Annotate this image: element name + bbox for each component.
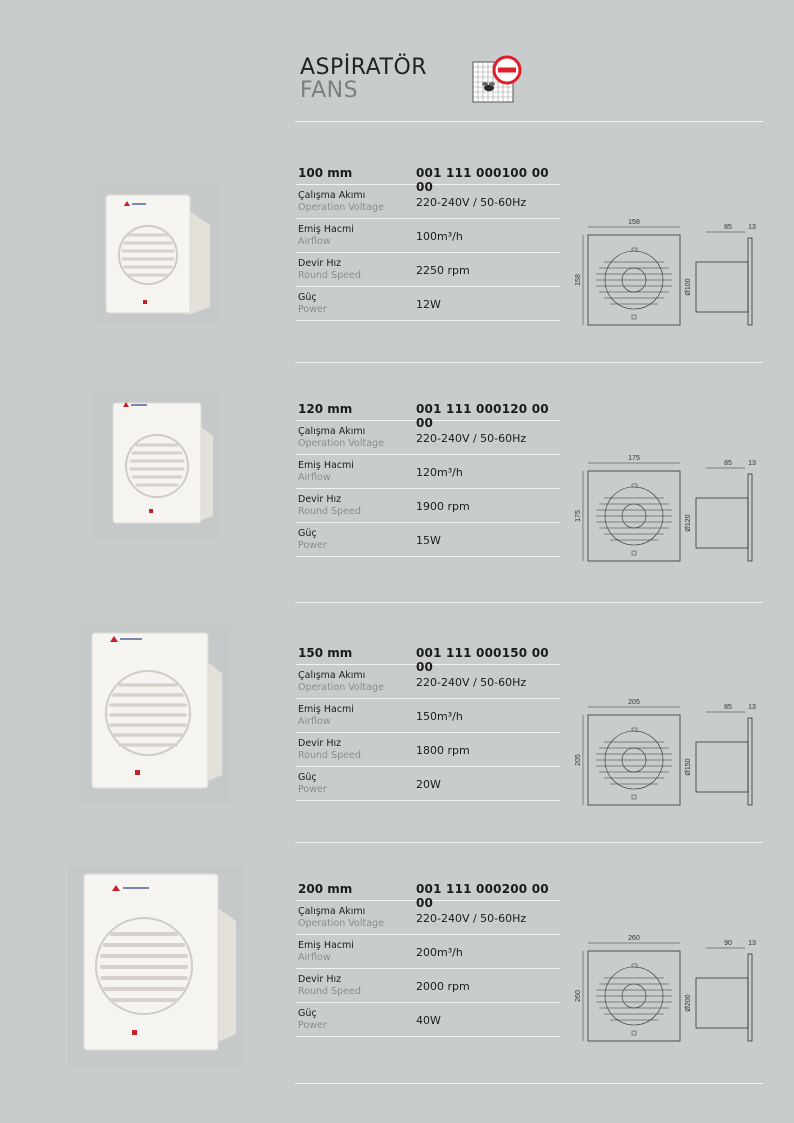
row-label-en: Airflow [298, 236, 331, 247]
row-label-en: Operation Voltage [298, 438, 384, 449]
product-code: 001 111 000100 00 00 [416, 166, 549, 194]
technical-drawing [568, 690, 768, 810]
spec-row-voltage [296, 185, 560, 219]
row-value: 150m³/h [416, 710, 463, 723]
technical-drawing [568, 446, 768, 566]
flange-dimension: 13 [748, 704, 756, 711]
spec-row-speed [296, 489, 560, 523]
spec-row-airflow [296, 935, 560, 969]
row-label-en: Round Speed [298, 986, 361, 997]
row-label-en: Airflow [298, 472, 331, 483]
product-code: 001 111 000150 00 00 [416, 646, 549, 674]
size-label: 150 mm [298, 646, 353, 660]
row-label-en: Airflow [298, 716, 331, 727]
row-label-en: Round Speed [298, 270, 361, 281]
row-value: 15W [416, 534, 441, 547]
width-dimension: 175 [628, 455, 640, 462]
row-label-en: Power [298, 304, 327, 315]
row-label-en: Operation Voltage [298, 682, 384, 693]
height-dimension: 158 [575, 274, 582, 286]
spec-row-airflow [296, 455, 560, 489]
row-label-tr: Devir Hız [298, 258, 342, 269]
height-dimension: 205 [575, 754, 582, 766]
size-label: 120 mm [298, 402, 353, 416]
spec-row-speed [296, 253, 560, 287]
row-label-tr: Çalışma Akımı [298, 426, 366, 437]
header-divider [295, 121, 763, 122]
section-divider [295, 362, 763, 363]
spec-row-voltage [296, 421, 560, 455]
row-value: 1800 rpm [416, 744, 470, 757]
row-label-tr: Çalışma Akımı [298, 190, 366, 201]
height-dimension: 260 [575, 990, 582, 1002]
spec-row-voltage [296, 665, 560, 699]
product-code: 001 111 000200 00 00 [416, 882, 549, 910]
row-label-tr: Güç [298, 1008, 317, 1019]
spec-table [296, 160, 560, 321]
section-divider [295, 602, 763, 603]
row-value: 20W [416, 778, 441, 791]
row-label-en: Power [298, 1020, 327, 1031]
page-title [300, 56, 427, 102]
row-value: 220-240V / 50-60Hz [416, 912, 527, 925]
depth-dimension: 85 [724, 224, 732, 231]
row-label-en: Power [298, 540, 327, 551]
row-value: 40W [416, 1014, 441, 1027]
row-label-en: Operation Voltage [298, 918, 384, 929]
spec-table [296, 640, 560, 801]
product-code: 001 111 000120 00 00 [416, 402, 549, 430]
spec-row-airflow [296, 219, 560, 253]
title-english: FANS [300, 78, 359, 103]
section-divider [295, 842, 763, 843]
row-label-tr: Emiş Hacmi [298, 224, 354, 235]
row-label-tr: Güç [298, 292, 317, 303]
row-label-en: Power [298, 784, 327, 795]
product-photo [93, 391, 218, 541]
spec-row-speed [296, 969, 560, 1003]
product-photo [96, 185, 218, 325]
row-value: 12W [416, 298, 441, 311]
spec-row-power [296, 1003, 560, 1037]
row-value: 200m³/h [416, 946, 463, 959]
height-dimension: 175 [575, 510, 582, 522]
footer-divider [295, 1083, 763, 1084]
spec-header [296, 640, 560, 674]
row-label-tr: Güç [298, 528, 317, 539]
row-value: 1900 rpm [416, 500, 470, 513]
row-label-en: Round Speed [298, 750, 361, 761]
row-label-tr: Devir Hız [298, 494, 342, 505]
spec-row-voltage [296, 901, 560, 935]
diameter-dimension: Ø150 [685, 758, 692, 776]
row-value: 120m³/h [416, 466, 463, 479]
product-photo [80, 625, 230, 805]
spec-row-airflow [296, 699, 560, 733]
diameter-dimension: Ø200 [685, 994, 692, 1012]
flange-dimension: 13 [748, 224, 756, 231]
row-label-tr: Emiş Hacmi [298, 940, 354, 951]
flange-dimension: 13 [748, 460, 756, 467]
depth-dimension: 85 [724, 704, 732, 711]
no-insects-mesh-icon [471, 54, 523, 106]
product-section-150 [0, 640, 794, 840]
row-value: 220-240V / 50-60Hz [416, 676, 527, 689]
depth-dimension: 90 [724, 940, 732, 947]
spec-table [296, 876, 560, 1037]
row-value: 2000 rpm [416, 980, 470, 993]
row-label-tr: Devir Hız [298, 738, 342, 749]
technical-drawing [568, 926, 768, 1046]
spec-row-speed [296, 733, 560, 767]
size-label: 100 mm [298, 166, 353, 180]
row-value: 220-240V / 50-60Hz [416, 196, 527, 209]
spec-header [296, 876, 560, 910]
row-label-tr: Güç [298, 772, 317, 783]
width-dimension: 205 [628, 699, 640, 706]
spec-row-power [296, 287, 560, 321]
diameter-dimension: Ø120 [685, 514, 692, 532]
row-value: 2250 rpm [416, 264, 470, 277]
row-value: 220-240V / 50-60Hz [416, 432, 527, 445]
title-turkish: ASPİRATÖR [300, 55, 428, 80]
spec-table [296, 396, 560, 557]
spec-header [296, 396, 560, 430]
row-label-tr: Çalışma Akımı [298, 670, 366, 681]
row-label-en: Operation Voltage [298, 202, 384, 213]
row-label-en: Airflow [298, 952, 331, 963]
product-photo [68, 866, 243, 1066]
row-label-tr: Emiş Hacmi [298, 460, 354, 471]
technical-drawing [568, 210, 768, 330]
width-dimension: 260 [628, 935, 640, 942]
spec-row-power [296, 523, 560, 557]
row-label-tr: Çalışma Akımı [298, 906, 366, 917]
depth-dimension: 85 [724, 460, 732, 467]
spec-row-power [296, 767, 560, 801]
spec-header [296, 160, 560, 194]
product-section-100 [0, 160, 794, 360]
width-dimension: 158 [628, 219, 640, 226]
row-label-tr: Devir Hız [298, 974, 342, 985]
row-label-tr: Emiş Hacmi [298, 704, 354, 715]
size-label: 200 mm [298, 882, 353, 896]
flange-dimension: 13 [748, 940, 756, 947]
product-section-200 [0, 876, 794, 1076]
row-value: 100m³/h [416, 230, 463, 243]
product-section-120 [0, 396, 794, 596]
diameter-dimension: Ø100 [685, 278, 692, 296]
row-label-en: Round Speed [298, 506, 361, 517]
